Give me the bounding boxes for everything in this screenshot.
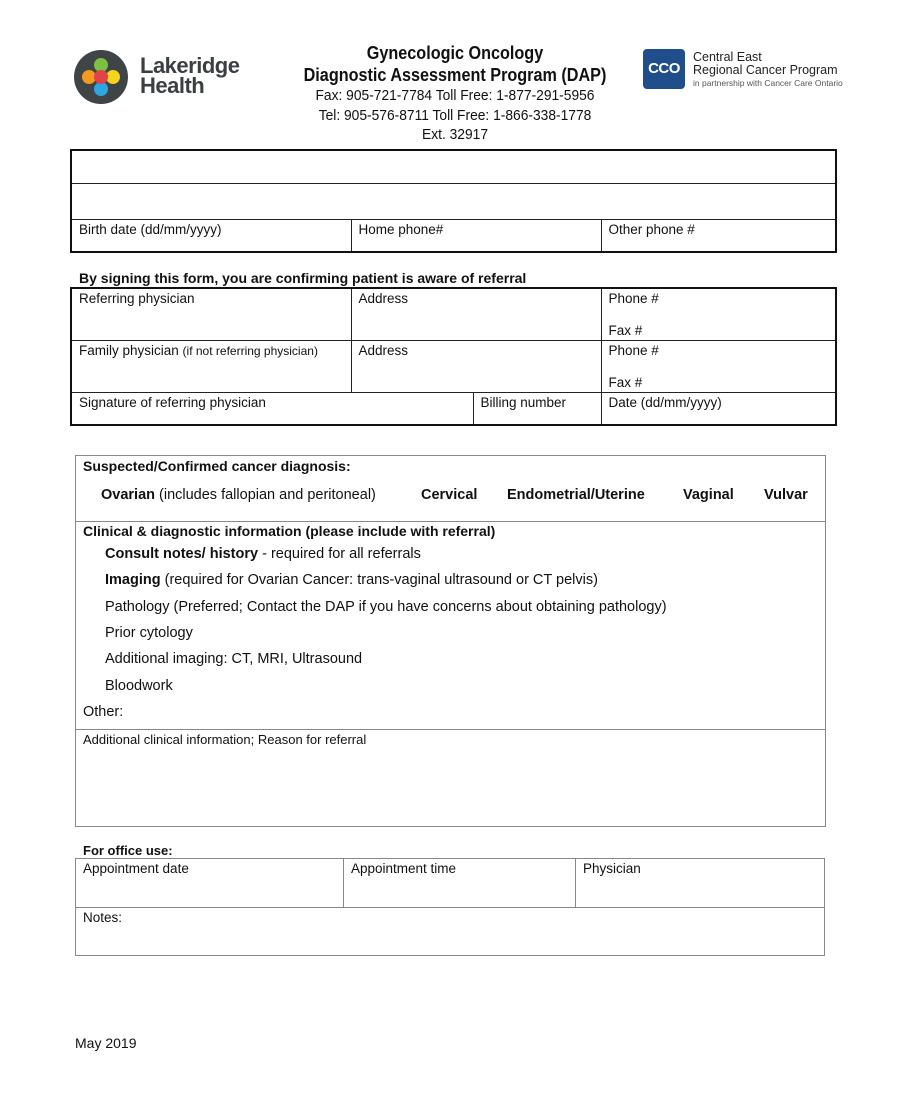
logo-circle xyxy=(74,50,128,104)
office-table xyxy=(75,858,825,956)
footer-date: May 2019 xyxy=(75,1035,137,1051)
notes-cell[interactable] xyxy=(76,908,825,956)
billing-label: Billing number xyxy=(480,395,567,410)
office-heading: For office use: xyxy=(83,843,173,858)
ovarian-label: Ovarian xyxy=(101,487,155,503)
vaginal-option[interactable]: Vaginal xyxy=(683,487,734,503)
additional-info-field[interactable] xyxy=(76,748,825,826)
form-title-2: Diagnostic Assessment Program (DAP) xyxy=(303,65,607,85)
endometrial-option[interactable]: Endometrial/Uterine xyxy=(507,487,645,503)
other-phone-cell[interactable] xyxy=(601,219,836,252)
fax-line: Fax: 905-721-7784 Toll Free: 1-877-291-5956 xyxy=(315,87,595,104)
bloodwork-item[interactable]: Bloodwork xyxy=(105,678,173,694)
patient-name-field[interactable] xyxy=(71,150,836,183)
divider-2 xyxy=(76,729,825,730)
home-phone-cell[interactable] xyxy=(351,219,601,252)
family-phone-label: Phone # xyxy=(608,343,659,358)
notes-label: Notes: xyxy=(83,910,123,925)
logo-dot-blue xyxy=(94,82,108,96)
additional-imaging-item[interactable]: Additional imaging: CT, MRI, Ultrasound xyxy=(105,651,363,667)
signature-label: Signature of referring physician xyxy=(79,395,266,410)
birth-date-label: Birth date (dd/mm/yyyy) xyxy=(79,221,222,237)
patient-info-table xyxy=(70,149,837,253)
referring-contact-cell[interactable] xyxy=(601,288,836,341)
family-physician-label: Family physician xyxy=(79,343,179,358)
imaging-bold: Imaging xyxy=(105,572,161,588)
referring-address-label: Address xyxy=(358,291,409,306)
ovarian-note: (includes fallopian and peritoneal) xyxy=(159,487,376,503)
consult-notes-item[interactable] xyxy=(105,546,421,562)
diagnosis-clinical-box xyxy=(75,455,826,827)
logo-dot-red xyxy=(94,70,108,84)
other-phone-label: Other phone # xyxy=(608,221,695,237)
appointment-time-label: Appointment time xyxy=(351,861,457,876)
form-title-1: Gynecologic Oncology xyxy=(366,43,544,63)
family-contact-cell[interactable] xyxy=(601,341,836,393)
referral-table xyxy=(70,287,837,426)
pathology-item[interactable]: Pathology (Preferred; Contact the DAP if you have concerns about obtaining pathology) xyxy=(105,599,667,615)
referring-fax-label: Fax # xyxy=(608,323,643,338)
family-address-label: Address xyxy=(358,343,409,358)
imaging-item[interactable] xyxy=(105,572,598,588)
lakeridge-health-logo xyxy=(74,50,244,106)
patient-address-field[interactable] xyxy=(71,183,836,219)
cytology-item[interactable]: Prior cytology xyxy=(105,625,193,641)
diagnosis-heading: Suspected/Confirmed cancer diagnosis: xyxy=(83,458,351,474)
signature-cell[interactable] xyxy=(71,393,473,425)
family-address-cell[interactable] xyxy=(351,341,601,393)
family-physician-note: (if not referring physician) xyxy=(182,344,318,358)
birth-date-cell[interactable] xyxy=(71,219,351,252)
clinical-heading: Clinical & diagnostic information (please include with referral) xyxy=(83,523,496,539)
consult-notes-rest: - required for all referrals xyxy=(258,546,421,562)
additional-info-label: Additional clinical information; Reason for referral xyxy=(83,732,367,747)
cco-line3: in partnership with Cancer Care Ontario xyxy=(693,78,843,88)
appointment-date-cell[interactable] xyxy=(76,859,344,908)
physician-label: Physician xyxy=(583,861,641,876)
ovarian-option[interactable] xyxy=(101,487,376,503)
imaging-rest: (required for Ovarian Cancer: trans-vaginal ultrasound or CT pelvis) xyxy=(160,572,598,588)
cco-badge: CCO xyxy=(643,49,685,89)
family-fax-label: Fax # xyxy=(608,375,643,390)
home-phone-label: Home phone# xyxy=(358,221,444,237)
cco-line2: Regional Cancer Program xyxy=(693,63,838,77)
appointment-date-label: Appointment date xyxy=(83,861,189,876)
family-physician-cell[interactable] xyxy=(71,341,351,393)
cco-logo xyxy=(643,49,843,91)
tel-line: Tel: 905-576-8711 Toll Free: 1-866-338-1778 xyxy=(318,106,592,124)
appointment-time-cell[interactable] xyxy=(344,859,576,908)
referring-phone-label: Phone # xyxy=(608,291,659,306)
logo-line2: Health xyxy=(140,73,205,98)
referring-physician-label: Referring physician xyxy=(79,291,195,306)
consult-notes-bold: Consult notes/ history xyxy=(105,546,259,562)
ext-line: Ext. 32917 xyxy=(422,126,488,143)
billing-cell[interactable] xyxy=(473,393,601,425)
other-item[interactable]: Other: xyxy=(83,704,124,720)
referral-heading: By signing this form, you are confirming patient is aware of referral xyxy=(79,270,527,286)
logo-wordmark xyxy=(140,53,240,98)
title-block xyxy=(260,42,650,145)
cco-line1: Central East xyxy=(693,50,762,64)
cervical-option[interactable]: Cervical xyxy=(421,487,478,503)
referring-physician-cell[interactable] xyxy=(71,288,351,341)
referral-date-cell[interactable] xyxy=(601,393,836,425)
divider-1 xyxy=(76,521,825,522)
vulvar-option[interactable]: Vulvar xyxy=(764,487,808,503)
logo-line1: Lakeridge xyxy=(140,53,240,78)
physician-cell[interactable] xyxy=(576,859,825,908)
referral-date-label: Date (dd/mm/yyyy) xyxy=(608,395,722,410)
logo-dot-yellow xyxy=(106,70,120,84)
referring-address-cell[interactable] xyxy=(351,288,601,341)
